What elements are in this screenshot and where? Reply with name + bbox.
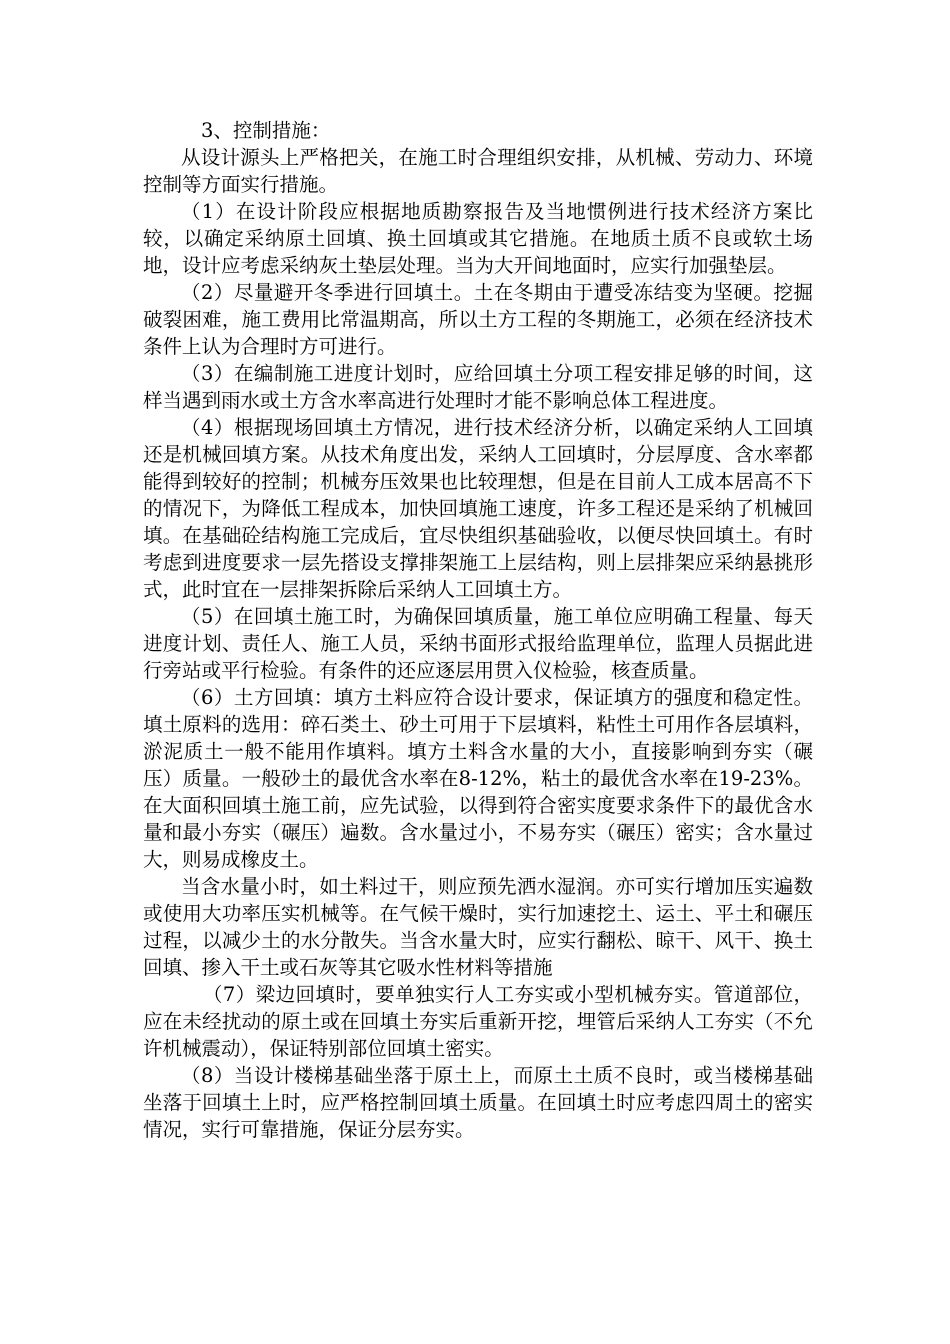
measure-paragraph-4: （4）根据现场回填土方情况，进行技术经济分析，以确定采纳人工回填还是机械回填方案。从技术角度出发，采纳人工回填时，分层厚度、含水率都能得到较好的控制；机械夯压效果也比较理想，但是在目前人工成本居高不下的情况下，为降低工程成本，加快回填施工速度，许多工程还是采纳了机械回填。在基础砼结构施工完成后，宜尽快组织基础验收，以便尽快回填土。有时考虑到进度要求一层先搭设支撑排架施工上层结构，则上层排架应采纳悬挑形式，此时宜在一层排架拆除后采纳人工回填土方。 (143, 416, 813, 601)
intro-paragraph: 从设计源头上严格把关，在施工时合理组织安排，从机械、劳动力、环境控制等方面实行措施。 (143, 146, 813, 196)
document-body (143, 117, 813, 1143)
measure-paragraph-1: （1）在设计阶段应根据地质勘察报告及当地惯例进行技术经济方案比较，以确定采纳原土回填、换土回填或其它措施。在地质土质不良或软土场地，设计应考虑采纳灰土垫层处理。当为大开间地面时，应实行加强垫层。 (143, 200, 813, 277)
moisture-paragraph: 当含水量小时，如土料过干，则应预先洒水湿润。亦可实行增加压实遍数或使用大功率压实机械等。在气候干燥时，实行加速挖土、运土、平土和碾压过程，以减少土的水分散失。当含水量大时，应实行翻松、晾干、风干、换土回填、掺入干土或石灰等其它吸水性材料等措施 (143, 875, 813, 979)
measure-paragraph-6: （6）土方回填：填方土料应符合设计要求，保证填方的强度和稳定性。填土原料的选用：碎石类土、砂土可用于下层填料，粘性土可用作各层填料，淤泥质土一般不能用作填料。填方土料含水量的大小，直接影响到夯实（碾压）质量。一般砂土的最优含水率在8-12%，粘土的最优含水率在19-23%。在大面积回填土施工前，应先试验，以得到符合密实度要求条件下的最优含水量和最小夯实（碾压）遍数。含水量过小，不易夯实（碾压）密实；含水量过大，则易成橡皮土。 (143, 686, 813, 871)
section-heading: 3、控制措施： (201, 119, 331, 142)
measure-paragraph-2: （2）尽量避开冬季进行回填土。土在冬期由于遭受冻结变为坚硬。挖掘破裂困难，施工费用比常温期高，所以土方工程的冬期施工，必须在经济技术条件上认为合理时方可进行。 (143, 281, 813, 358)
measure-paragraph-8: （8）当设计楼梯基础坐落于原土上，而原土土质不良时，或当楼梯基础坐落于回填土上时，应严格控制回填土质量。在回填土时应考虑四周土的密实情况，实行可靠措施，保证分层夯实。 (143, 1064, 813, 1141)
measure-paragraph-5: （5）在回填土施工时，为确保回填质量，施工单位应明确工程量、每天进度计划、责任人、施工人员，采纳书面形式报给监理单位，监理人员据此进行旁站或平行检验。有条件的还应逐层用贯入仪检验，核查质量。 (143, 605, 813, 682)
measure-paragraph-3: （3）在编制施工进度计划时，应给回填土分项工程安排足够的时间，这样当遇到雨水或土方含水率高进行处理时才能不影响总体工程进度。 (143, 362, 813, 412)
measure-paragraph-7: （7）梁边回填时，要单独实行人工夯实或小型机械夯实。管道部位，应在未经扰动的原土或在回填土夯实后重新开挖，埋管后采纳人工夯实（不允许机械震动），保证特别部位回填土密实。 (143, 983, 813, 1060)
